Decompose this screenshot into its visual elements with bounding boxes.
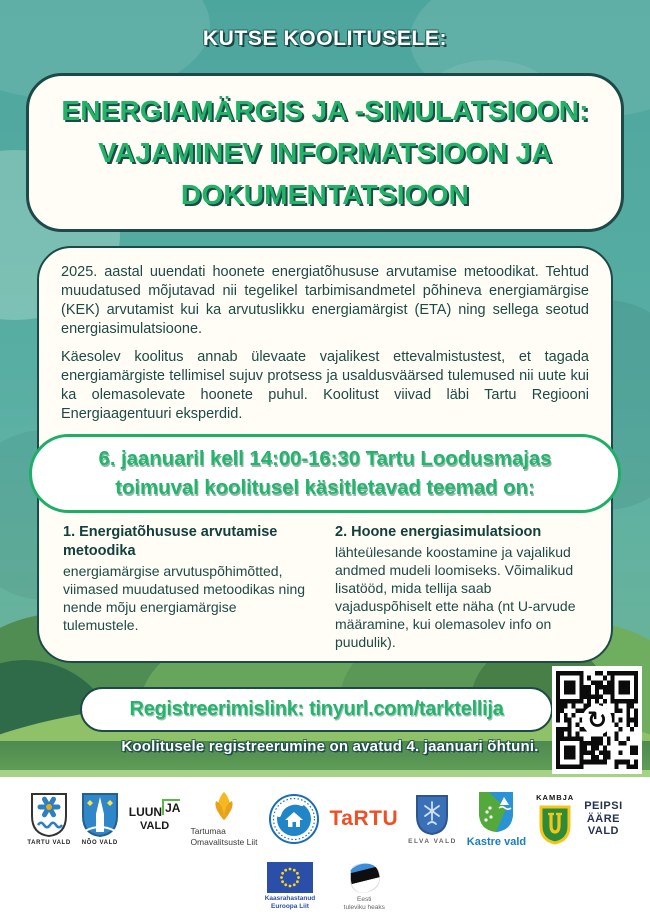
- topic-1-body: energiamärgise arvutuspõhimõtted, viimased muudatused metoodikas ning nende mõju energiamärgise tulemustele.: [63, 562, 306, 633]
- registration-deadline-note: Koolitusele registreerumine on avatud 4. jaanuari õhtuni.: [121, 738, 539, 755]
- eu-funding-logo: [265, 862, 316, 912]
- peipsiaare-vald-logo: [584, 801, 622, 836]
- partner-logos-row: [6, 782, 644, 856]
- event-datetime-banner: [29, 434, 621, 513]
- funding-logos-row: [0, 862, 650, 913]
- kambja-vald-label: KAMBJA: [536, 792, 575, 802]
- noo-vald-coat-of-arms: [81, 792, 119, 838]
- luunja-text: LUUN: [128, 805, 163, 819]
- tartu-vald-logo: [27, 792, 70, 846]
- kastre-vald-label: Kastre vald: [466, 836, 527, 848]
- topic-2-heading: 2. Hoone energiasimulatsioon: [335, 524, 542, 541]
- body-card: [37, 246, 613, 663]
- elva-vald-label: ELVA VALD: [408, 837, 457, 845]
- kastre-vald-logo: [467, 790, 526, 848]
- noo-vald-label: NÕO VALD: [81, 840, 118, 846]
- eu-funding-caption: [265, 895, 316, 912]
- tartumaa-omavalitsuste-liit-logo: [190, 791, 257, 847]
- registration-link-text[interactable]: Registreerimislink: tinyurl.com/tarktellija: [129, 698, 504, 720]
- poster-title-line: DOKUMENTATSIOON: [180, 178, 470, 210]
- tol-text-line2: Omavalitsuste Liit: [190, 836, 258, 847]
- noo-vald-logo: [81, 792, 119, 846]
- eu-caption-line1: Kaasrahastanud: [264, 895, 316, 902]
- estonia-caption-line1: Eesti: [357, 896, 372, 903]
- tol-text-line1: Tartumaa: [190, 825, 226, 836]
- kicker-text: KUTSE KOOLITUSELE:: [202, 27, 448, 50]
- event-datetime-line: 6. jaanuaril kell 14:00-16:30 Tartu Loodusmajas: [98, 446, 552, 470]
- eu-flag-icon: [267, 862, 313, 893]
- poster-title-line: ENERGIAMÄRGIS JA -SIMULATSIOON:: [61, 94, 589, 126]
- peipsiaare-line1: PEIPSI: [584, 800, 623, 813]
- topic-1-heading: 1. Energiatõhususe arvutamise metoodika: [63, 524, 278, 560]
- luunja-vald-text: VALD: [140, 820, 170, 832]
- qr-center-refresh-icon: ↻: [582, 705, 612, 735]
- luunja-ja-accent: JA: [162, 799, 180, 815]
- topic-2-body: lähteülesande koostamine ja vajalikud andmed mudeli loomiseks. Võimalikud lisatööd, mida tellija saab vajaduspõhiselt ette näha (nt U-arvude määramine, kui olemasolev info on puudulik).: [335, 544, 576, 650]
- topic-1: [63, 523, 315, 651]
- eu-caption-line2: Euroopa Liit: [271, 903, 309, 911]
- tol-text: [190, 826, 257, 847]
- kambja-vald-logo: [536, 793, 574, 846]
- tartu-wordmark: TaRTU: [329, 807, 399, 830]
- elva-vald-coat-of-arms: [415, 794, 449, 836]
- tol-leaf-icon: [213, 791, 235, 821]
- peipsiaare-line2: ÄÄRE: [586, 812, 621, 825]
- trea-logo: [268, 793, 320, 845]
- estonia-flag-swoosh-icon: [343, 862, 385, 894]
- registration-qr-code: [552, 666, 642, 774]
- intro-paragraph-2: Käesolev koolitus annab ülevaate vajalikest ettevalmistustest, et tagada energiamärgiste tellimisel sujuv protsess ja usaldusväärsed tulemused nii uute kui ka olemasolevate hoonete puhul. Koolitust viivad läbi Tartu Regiooni Energiaagentuuri eksperdid.: [61, 349, 589, 422]
- title-card: [26, 73, 624, 232]
- event-datetime-line: toimuval koolitusel käsitletavad teemad on:: [115, 476, 535, 500]
- topics-columns: [61, 523, 589, 651]
- poster-title-line: VAJAMINEV INFORMATSIOON JA: [98, 136, 552, 168]
- elva-vald-logo: [408, 794, 457, 845]
- tartu-vald-label: TARTU VALD: [27, 840, 71, 846]
- estonia-caption-line2: tuleviku heaks: [343, 904, 385, 912]
- peipsiaare-line3: VALD: [587, 825, 619, 838]
- estonia-funding-logo: [343, 862, 385, 913]
- tartu-vald-coat-of-arms: [30, 792, 68, 838]
- intro-paragraph-1: 2025. aastal uuendati hoonete energiatõhususe arvutamise metoodikat. Tehtud muudatused mõjutavad nii tegelikel tarbimisandmetel põhineva energiamärgise (KEK) arvutamist kui ka arvutuslikku energiamärgist (ETA) ning sellega seotud energiasimulatsioone.: [61, 264, 589, 337]
- trea-circle-badge: [268, 793, 320, 845]
- kambja-vald-coat-of-arms: [538, 804, 572, 846]
- luunja-vald-logo: [128, 801, 181, 832]
- registration-link-pill[interactable]: [80, 687, 553, 732]
- kastre-vald-coat-of-arms: [477, 790, 515, 834]
- estonia-funding-caption: [344, 896, 385, 913]
- topic-2: [335, 523, 587, 651]
- luunja-wordmark: [128, 801, 181, 819]
- tartu-city-logo: [330, 807, 399, 831]
